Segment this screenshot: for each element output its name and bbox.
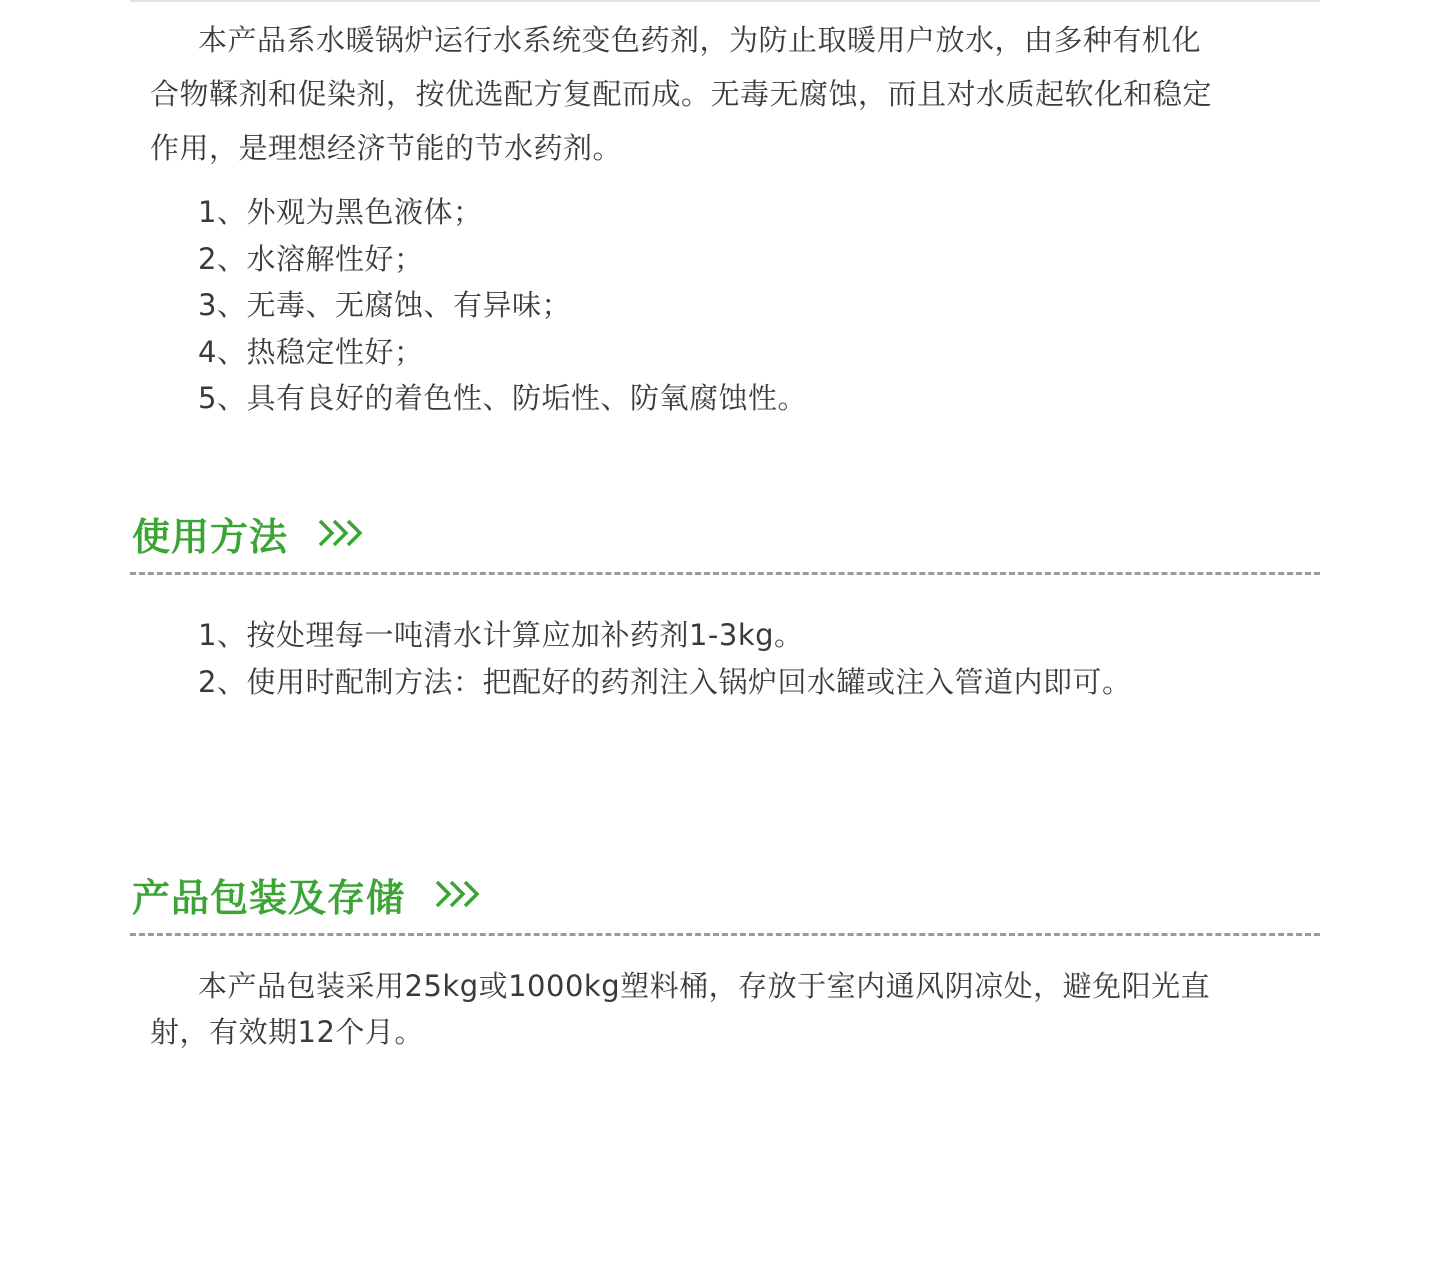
intro-line: 合物鞣剂和促染剂，按优选配方复配而成。无毒无腐蚀，而且对水质起软化和稳定	[150, 77, 1213, 111]
list-item: 1、外观为黑色液体；	[198, 195, 483, 229]
list-item: 3、无毒、无腐蚀、有异味；	[198, 288, 571, 322]
storage-line: 射，有效期12个月。	[150, 1015, 424, 1049]
list-item: 2、水溶解性好；	[198, 241, 424, 276]
list-item: 4、热稳定性好；	[198, 334, 424, 369]
list-item: 5、具有良好的着色性、防垢性、防氧腐蚀性。	[198, 381, 807, 415]
intro-line: 作用，是理想经济节能的节水药剂。	[150, 131, 623, 165]
list-item: 2、使用时配制方法：把配好的药剂注入锅炉回水罐或注入管道内即可。	[198, 664, 1132, 699]
feature-list	[198, 189, 807, 422]
storage-line: 本产品包装采用25kg或1000kg塑料桶，存放于室内通风阴凉处，避免阳光直	[198, 969, 1211, 1003]
usage-section-divider	[130, 572, 1320, 575]
usage-list	[198, 612, 1131, 705]
storage-paragraph	[150, 963, 1210, 1055]
intro-line: 本产品系水暖锅炉运行水系统变色药剂，为防止取暖用户放水，由多种有机化	[198, 23, 1202, 57]
list-item: 1、按处理每一吨清水计算应加补药剂1-3kg。	[198, 618, 804, 652]
usage-section-header	[132, 508, 366, 558]
intro-paragraph	[150, 13, 1212, 175]
chevrons-right-icon	[433, 876, 483, 912]
usage-section-title: 使用方法	[132, 514, 289, 559]
chevrons-right-icon	[316, 515, 366, 551]
storage-section-divider	[130, 933, 1320, 936]
storage-section-header	[132, 869, 483, 919]
top-divider	[130, 0, 1320, 2]
storage-section-title: 产品包装及存储	[132, 875, 406, 920]
